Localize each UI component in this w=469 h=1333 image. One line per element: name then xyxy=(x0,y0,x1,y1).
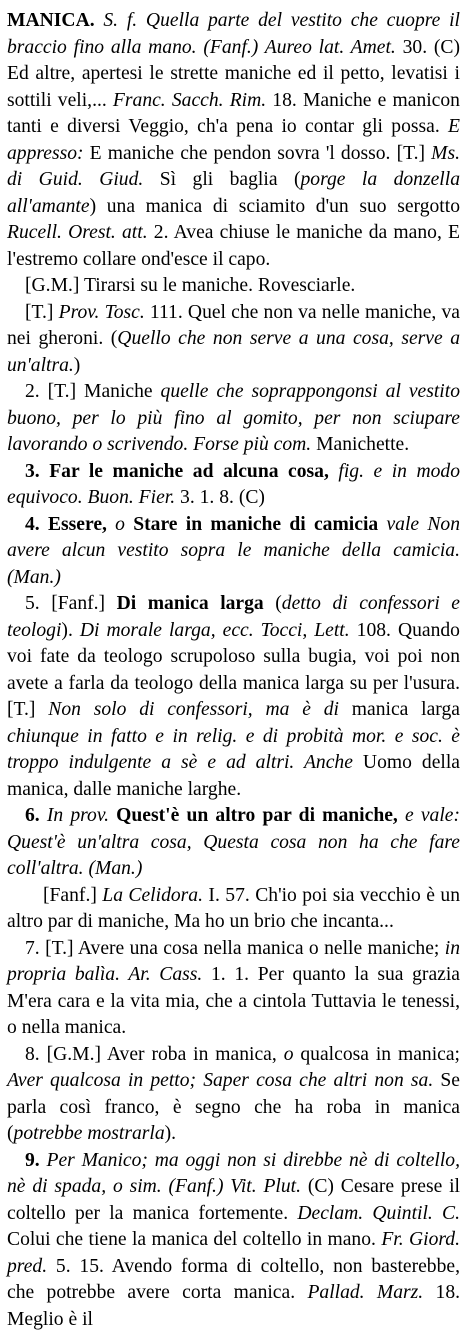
entry-paragraph xyxy=(7,936,460,1042)
entry-paragraph xyxy=(7,591,460,803)
body-text: ) xyxy=(74,355,81,376)
body-text: (C) Cesare prese il coltello per la manica fortemente. xyxy=(7,1176,460,1224)
body-text: ). xyxy=(165,1123,176,1144)
body-text: [G.M.] Tirarsi su le maniche. Rovesciarle. xyxy=(25,275,355,296)
italic-text: Pallad. Marz. xyxy=(307,1282,423,1303)
body-text: 1. 1. Per quanto la sua grazia M'era cara e la vita mia, che a cintola Tuttavia le tenessi, o nella manica. xyxy=(7,964,460,1038)
italic-text: Non solo di confessori, ma è di xyxy=(48,699,339,720)
body-text: 8. [G.M.] Aver roba in manica, xyxy=(25,1044,284,1065)
bold-text: Stare in maniche di camicia xyxy=(133,514,378,535)
entry-paragraph xyxy=(7,1148,460,1333)
italic-text: in propria balìa. Ar. Cass. xyxy=(7,938,460,986)
body-text: 3. 1. 8. (C) xyxy=(175,487,265,508)
body-text: 108. Quando voi fate da teologo scrupoloso sulla bugia, voi poi non avete a farla da teologo della manica larga su per l'usura. [T.] xyxy=(7,620,460,721)
body-text: manica larga xyxy=(339,699,460,720)
body-text: [T.] xyxy=(25,302,59,323)
body-text: 18. Maniche e manicon tanti e diversi Veggio, ch'a pena io contar gli possa. xyxy=(7,90,460,138)
body-text: I. 57. Ch'io poi sia vecchio è un altro par di maniche, Ma ho un brio che incanta... xyxy=(7,885,460,933)
bold-text: Di manica larga xyxy=(117,593,264,614)
entry-paragraph xyxy=(7,300,460,380)
bold-text: 6. xyxy=(25,805,40,826)
entry-paragraph xyxy=(7,8,460,273)
italic-text: La Celidora. xyxy=(102,885,203,906)
italic-text: Di morale larga, ecc. Tocci, Lett. xyxy=(80,620,350,641)
italic-text: fig. e in modo equivoco. Buon. Fier. xyxy=(7,461,460,509)
bold-text: MANICA. xyxy=(7,10,95,31)
entry-paragraph xyxy=(7,1042,460,1148)
italic-text: Quello che non serve a una cosa, serve a un'altra. xyxy=(7,328,460,376)
italic-text: Ms. di Guid. Giud. xyxy=(7,143,460,191)
body-text: 5. 15. Avendo forma di coltello, non basterebbe, che potrebbe avere corta manica. xyxy=(7,1256,460,1304)
italic-text: detto di confessori e teologi xyxy=(7,593,460,641)
body-text: Uomo della manica, dalle maniche larghe. xyxy=(7,752,460,800)
italic-text: Rucell. Orest. att. xyxy=(7,222,148,243)
italic-text: Fr. Giord. pred. xyxy=(7,1229,460,1277)
body-text: 5. [Fanf.] xyxy=(25,593,117,614)
italic-text: chiunque in fatto e in relig. e di probità mor. e soc. è troppo indulgente a sè e ad altri. Anche xyxy=(7,726,460,774)
entry-paragraph xyxy=(7,459,460,512)
body-text: ( xyxy=(264,593,282,614)
italic-text: o xyxy=(284,1044,294,1065)
body-text: 2. Avea chiuse le maniche da mano, E l'estremo collare ond'esce il capo. xyxy=(7,222,460,270)
italic-text: vale Non avere alcun vestito sopra le maniche della camicia. (Man.) xyxy=(7,514,460,588)
entry-paragraph xyxy=(7,883,460,936)
italic-text: o xyxy=(107,514,133,535)
body-text: qualcosa in manica; xyxy=(293,1044,460,1065)
body-text: 7. [T.] Avere una cosa nella manica o nelle maniche; xyxy=(25,938,445,959)
entry-paragraph xyxy=(7,512,460,592)
italic-text: quelle che soprappongonsi al vestito buono, per lo più fino al gomito, per non sciupare lavorando o scrivendo. Forse più com. xyxy=(7,381,460,455)
italic-text: e vale: Quest'è un'altra cosa, Questa cosa non ha che fare coll'altra. (Man.) xyxy=(7,805,460,879)
body-text: [Fanf.] xyxy=(43,885,102,906)
body-text: ). xyxy=(61,620,79,641)
italic-text: In prov. xyxy=(40,805,116,826)
italic-text: S. f. Quella parte del vestito che cuopre il braccio fino alla mano. (Fanf.) Aureo lat. Amet. xyxy=(7,10,460,58)
italic-text: Aver qualcosa in petto; Saper cosa che altri non sa. xyxy=(7,1070,433,1091)
italic-text: Franc. Sacch. Rim. xyxy=(113,90,266,111)
body-text: ) una manica di sciamito d'un suo sergotto xyxy=(90,196,460,217)
entry-paragraph xyxy=(7,803,460,883)
body-text: 30. (C) Ed altre, apertesi le strette maniche ed il petto, levatisi i sottili veli,... xyxy=(7,37,460,111)
entry-paragraph xyxy=(7,273,460,300)
italic-text: porge la donzella all'amante xyxy=(7,169,460,217)
body-text: Manichette. xyxy=(311,434,409,455)
italic-text: E appresso: xyxy=(7,116,460,164)
italic-text: Prov. Tosc. xyxy=(59,302,145,323)
bold-text: 3. Far le maniche ad alcuna cosa, xyxy=(25,461,329,482)
bold-text: Quest'è un altro par di maniche, xyxy=(116,805,398,826)
entry-paragraph xyxy=(7,379,460,459)
body-text: 2. [T.] Maniche xyxy=(25,381,161,402)
body-text: E maniche che pendon sovra 'l dosso. [T.] xyxy=(84,143,432,164)
body-text: 18. Meglio è il xyxy=(7,1282,460,1330)
body-text: Colui che tiene la manica del coltello in mano. xyxy=(7,1229,381,1250)
italic-text: potrebbe mostrarla xyxy=(14,1123,165,1144)
body-text: Sì gli baglia ( xyxy=(143,169,300,190)
body-text: Se parla così franco, è segno che ha roba in manica ( xyxy=(7,1070,460,1144)
bold-text: 9. xyxy=(25,1150,40,1171)
italic-text: Declam. Quintil. C. xyxy=(297,1203,460,1224)
italic-text: Per Manico; ma oggi non si direbbe nè di coltello, nè di spada, o sim. (Fanf.) Vit. Plut. xyxy=(7,1150,460,1198)
body-text: 111. Quel che non va nelle maniche, va nei gheroni. ( xyxy=(7,302,460,350)
bold-text: 4. Essere, xyxy=(25,514,107,535)
